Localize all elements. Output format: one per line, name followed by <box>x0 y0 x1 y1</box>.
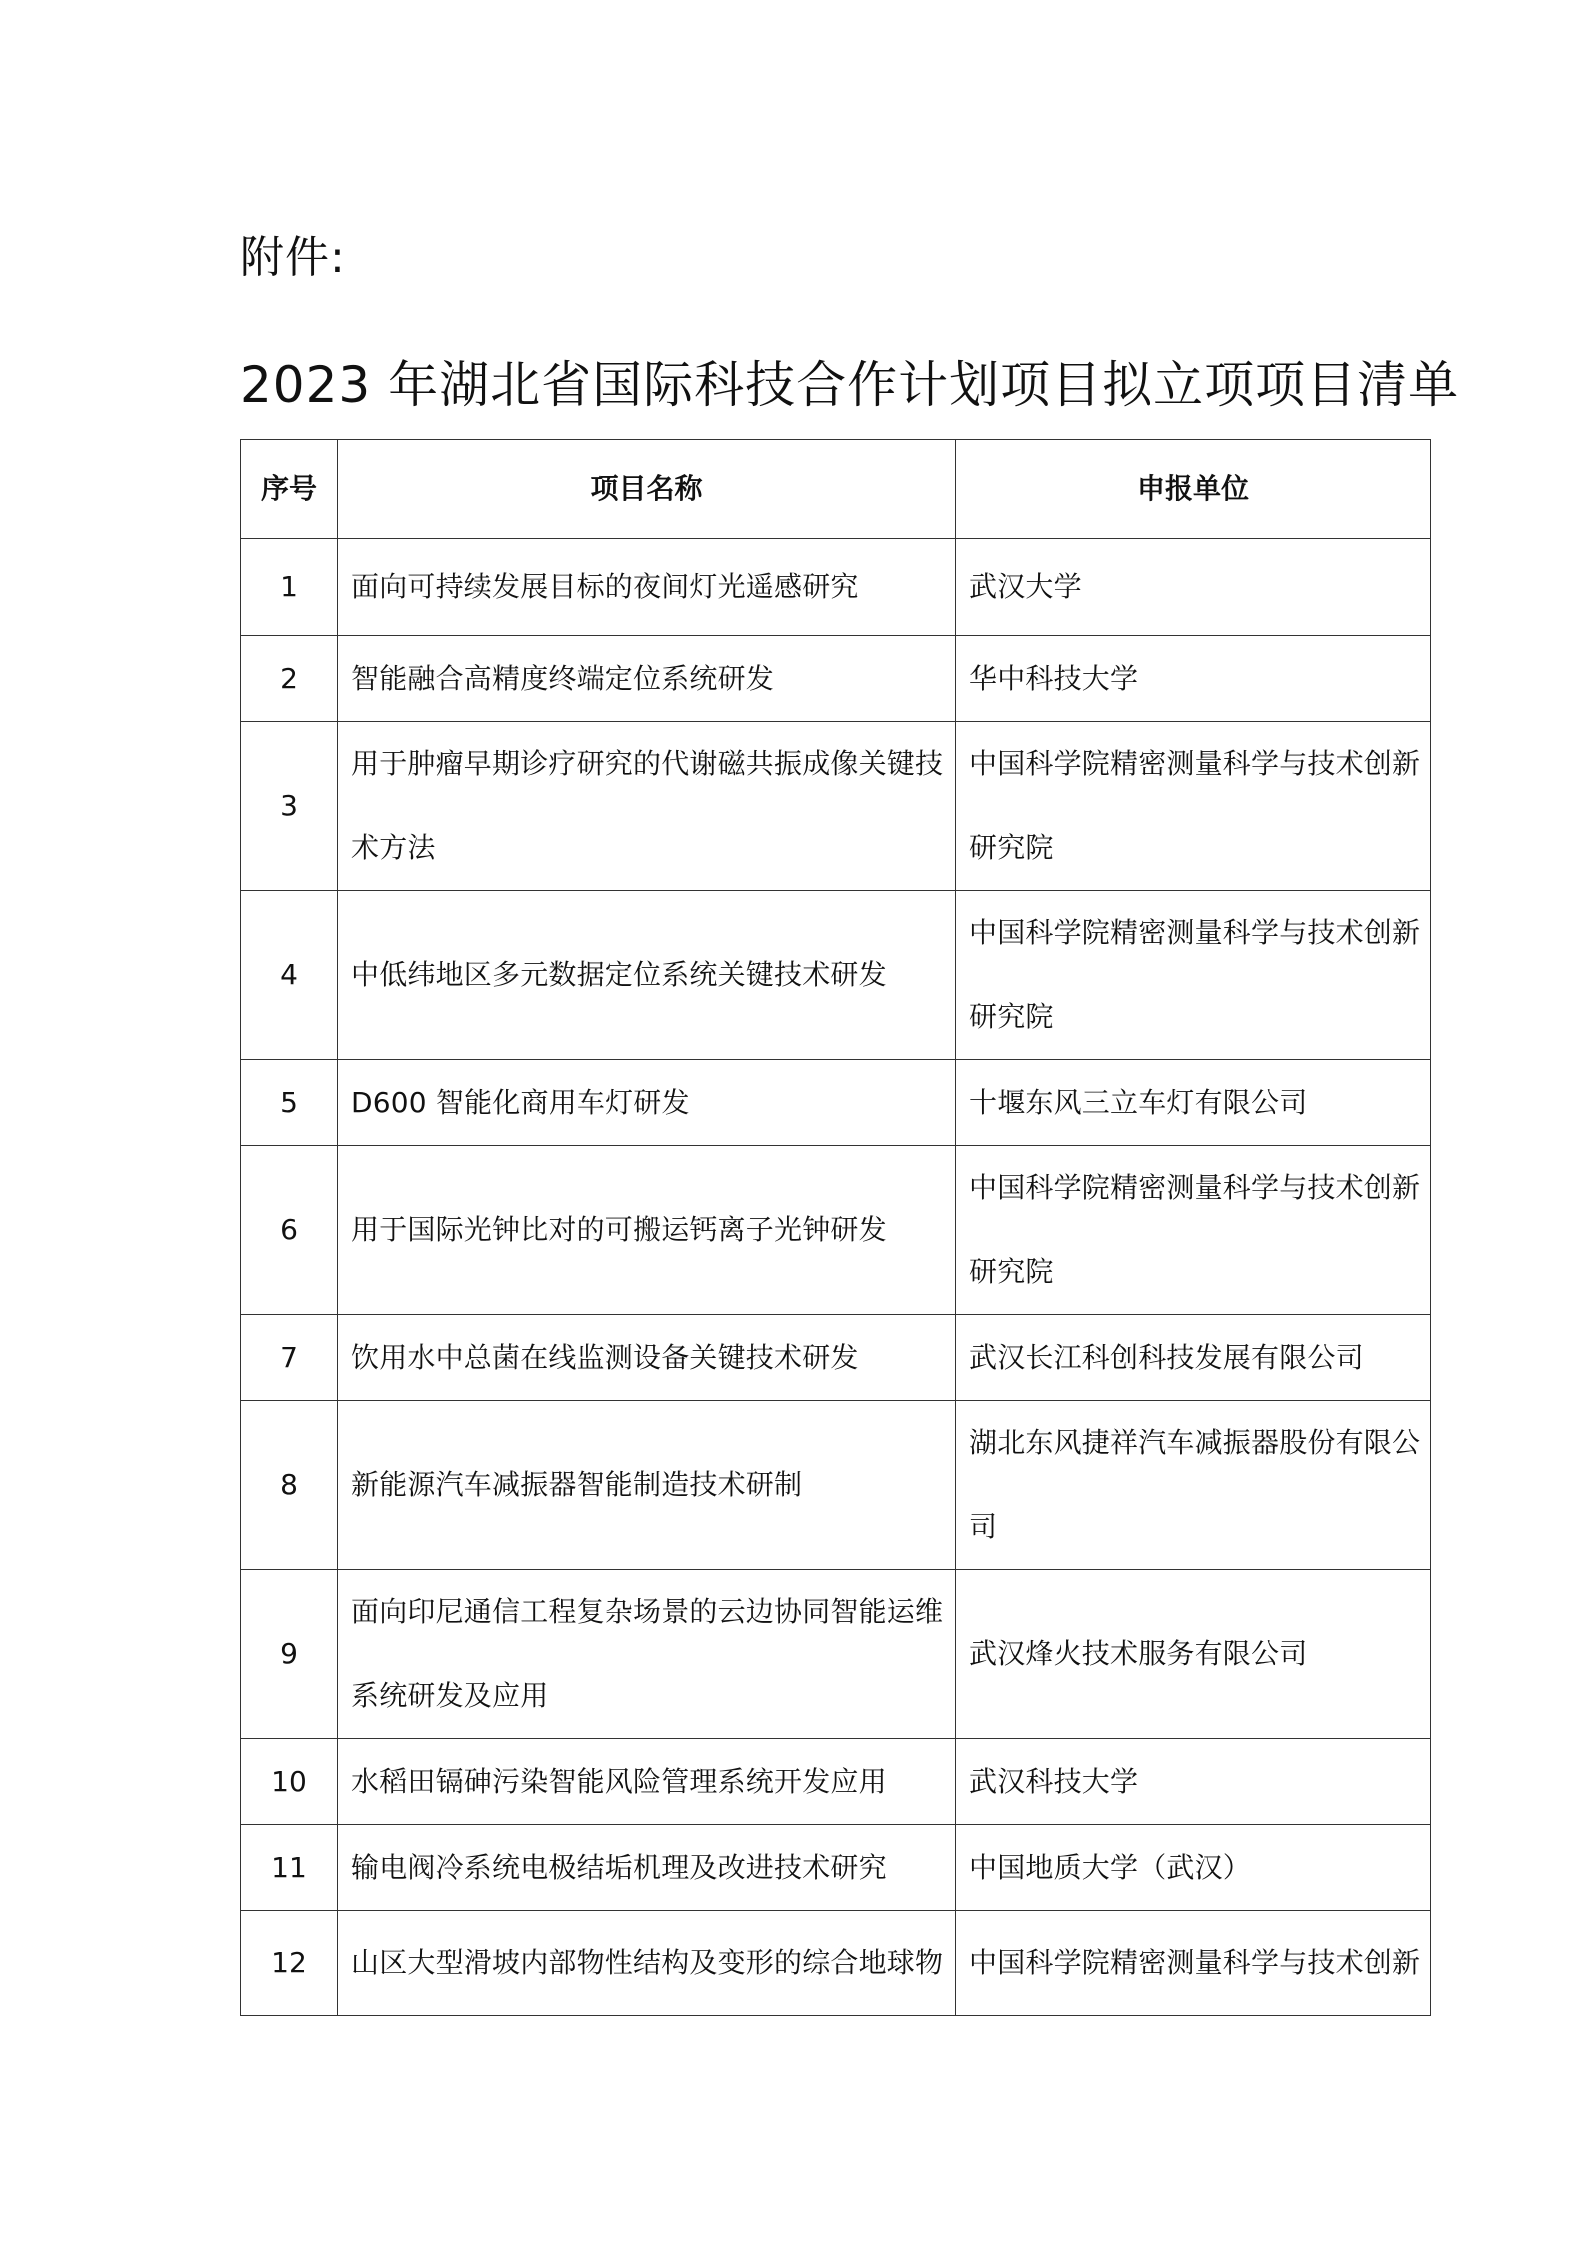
applicant-unit-cell: 武汉烽火技术服务有限公司 <box>956 1570 1431 1739</box>
serial-no-cell: 9 <box>241 1570 338 1739</box>
project-name-cell: 中低纬地区多元数据定位系统关键技术研发 <box>338 891 956 1060</box>
serial-no-cell: 12 <box>241 1911 338 2016</box>
serial-no-cell: 3 <box>241 722 338 891</box>
serial-no-cell: 6 <box>241 1146 338 1315</box>
project-name-cell: 输电阀冷系统电极结垢机理及改进技术研究 <box>338 1825 956 1911</box>
table-row <box>241 1401 1431 1570</box>
project-name-cell: 用于肿瘤早期诊疗研究的代谢磁共振成像关键技术方法 <box>338 722 956 891</box>
project-name-cell: 饮用水中总菌在线监测设备关键技术研发 <box>338 1315 956 1401</box>
applicant-unit-cell: 中国地质大学（武汉） <box>956 1825 1431 1911</box>
serial-no-cell: 1 <box>241 539 338 636</box>
project-name-cell: 山区大型滑坡内部物性结构及变形的综合地球物 <box>338 1911 956 2016</box>
applicant-unit-cell: 华中科技大学 <box>956 636 1431 722</box>
project-name-cell: 面向可持续发展目标的夜间灯光遥感研究 <box>338 539 956 636</box>
table-row <box>241 722 1431 891</box>
serial-no-cell: 10 <box>241 1739 338 1825</box>
applicant-unit-cell: 武汉长江科创科技发展有限公司 <box>956 1315 1431 1401</box>
serial-no-cell: 8 <box>241 1401 338 1570</box>
header-serial-no: 序号 <box>241 440 338 539</box>
serial-no-cell: 7 <box>241 1315 338 1401</box>
table-row <box>241 1739 1431 1825</box>
serial-no-cell: 5 <box>241 1060 338 1146</box>
project-name-cell: 智能融合高精度终端定位系统研发 <box>338 636 956 722</box>
table-header <box>241 440 1431 539</box>
project-table <box>240 439 1431 2016</box>
header-row <box>241 440 1431 539</box>
page-title: 2023 年湖北省国际科技合作计划项目拟立项项目清单 <box>240 356 1460 414</box>
project-name-cell: 新能源汽车减振器智能制造技术研制 <box>338 1401 956 1570</box>
header-applicant-unit: 申报单位 <box>956 440 1431 539</box>
project-name-cell: 用于国际光钟比对的可搬运钙离子光钟研发 <box>338 1146 956 1315</box>
table-body <box>241 539 1431 2016</box>
serial-no-cell: 4 <box>241 891 338 1060</box>
table-row <box>241 1315 1431 1401</box>
applicant-unit-cell: 中国科学院精密测量科学与技术创新 <box>956 1911 1431 2016</box>
table-row <box>241 1146 1431 1315</box>
table-row <box>241 891 1431 1060</box>
applicant-unit-cell: 十堰东风三立车灯有限公司 <box>956 1060 1431 1146</box>
serial-no-cell: 11 <box>241 1825 338 1911</box>
applicant-unit-cell: 湖北东风捷祥汽车减振器股份有限公司 <box>956 1401 1431 1570</box>
table-row <box>241 1911 1431 2016</box>
project-name-cell: D600 智能化商用车灯研发 <box>338 1060 956 1146</box>
applicant-unit-cell: 中国科学院精密测量科学与技术创新研究院 <box>956 722 1431 891</box>
header-project-name: 项目名称 <box>338 440 956 539</box>
table-row <box>241 1570 1431 1739</box>
serial-no-cell: 2 <box>241 636 338 722</box>
project-name-cell: 面向印尼通信工程复杂场景的云边协同智能运维系统研发及应用 <box>338 1570 956 1739</box>
table-row <box>241 1825 1431 1911</box>
table-row <box>241 1060 1431 1146</box>
applicant-unit-cell: 武汉科技大学 <box>956 1739 1431 1825</box>
table-row <box>241 636 1431 722</box>
applicant-unit-cell: 中国科学院精密测量科学与技术创新研究院 <box>956 891 1431 1060</box>
table-row <box>241 539 1431 636</box>
attachment-label: 附件: <box>240 232 346 283</box>
project-name-cell: 水稻田镉砷污染智能风险管理系统开发应用 <box>338 1739 956 1825</box>
applicant-unit-cell: 中国科学院精密测量科学与技术创新研究院 <box>956 1146 1431 1315</box>
applicant-unit-cell: 武汉大学 <box>956 539 1431 636</box>
